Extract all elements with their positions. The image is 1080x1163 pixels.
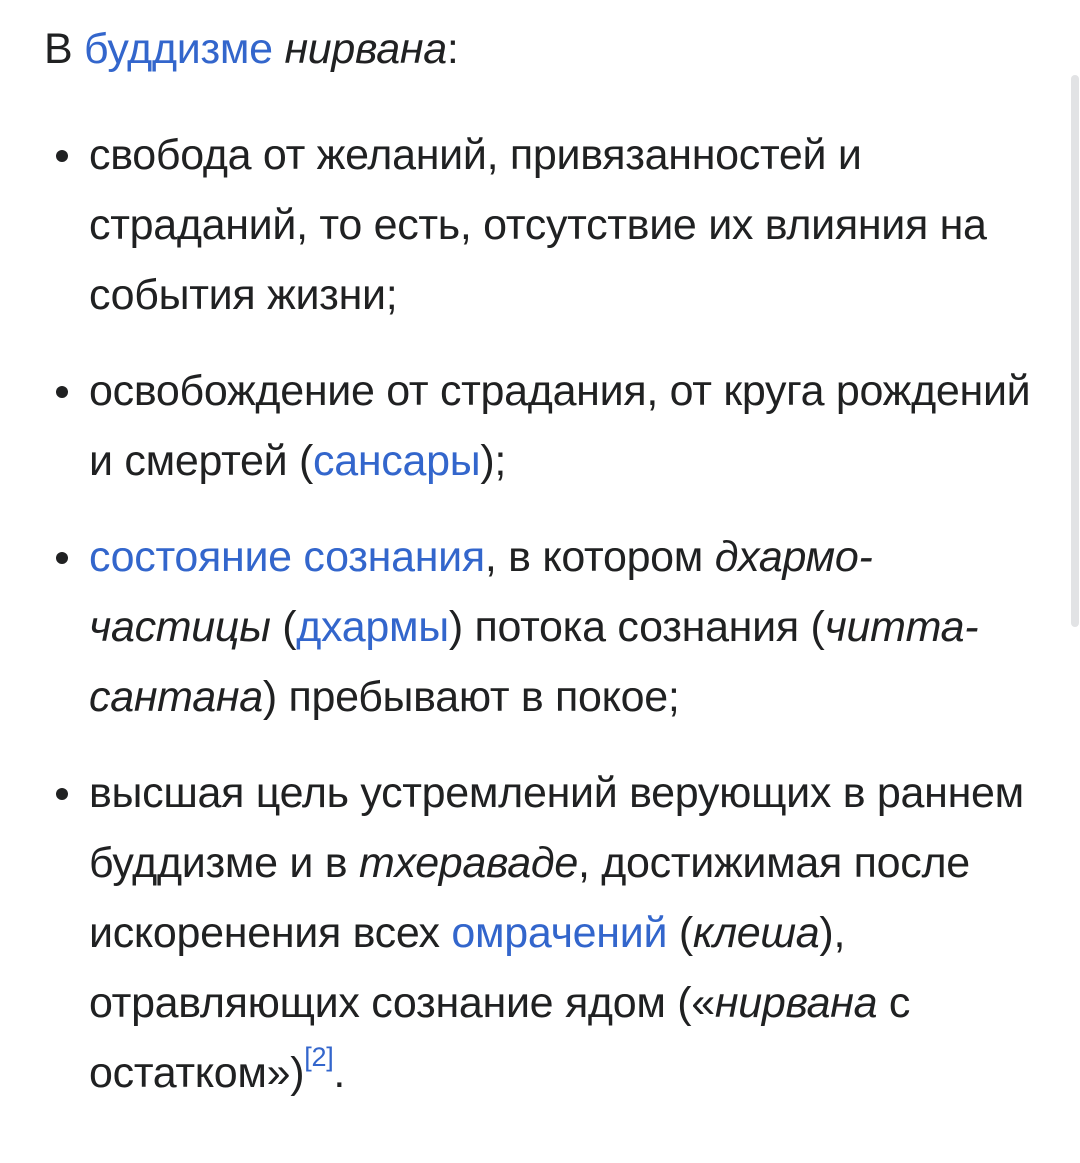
list-item (44, 522, 1044, 732)
item-text: свобода от желаний, привязанностей и страданий, то есть, отсутствие их влияния на события жизни; (89, 131, 987, 319)
term-nirvana: нирвана (284, 25, 447, 73)
item-text: ); (480, 437, 506, 485)
list-item (44, 758, 1044, 1108)
definition-list (44, 120, 1044, 1108)
item-text: ) пребывают в покое; (262, 673, 680, 721)
bullet-icon (56, 788, 68, 800)
list-item (44, 356, 1044, 496)
term-citta-santana: читта-сантана (89, 603, 979, 721)
link-samsara[interactable]: сансары (313, 437, 481, 485)
item-text: освобождение от страдания, от круга рождений и смертей ( (89, 367, 1031, 485)
term-klesha: клеша (692, 909, 820, 957)
item-text: , в котором (484, 533, 715, 581)
link-obscurations[interactable]: омрачений (451, 909, 668, 957)
link-state-of-consciousness[interactable]: состояние сознания (89, 533, 485, 581)
term-dharmo-particles: дхармо-частицы (89, 533, 873, 651)
term-theravada: тхераваде (358, 839, 578, 887)
bullet-icon (56, 386, 68, 398)
item-text: ( (270, 603, 297, 651)
link-dharmas[interactable]: дхармы (296, 603, 449, 651)
intro-line (44, 14, 1044, 84)
intro-prefix: В (44, 25, 85, 73)
list-item (44, 120, 1044, 330)
item-text: . (333, 1049, 346, 1097)
item-text: высшая цель устремлений верующих в раннем буддизме и в (89, 769, 1024, 887)
item-text: ), отравляющих сознание ядом (« (89, 909, 846, 1027)
link-buddhism[interactable]: буддизме (84, 25, 273, 73)
bullet-icon (56, 150, 68, 162)
item-text: , достижимая после искоренения всех (89, 839, 970, 957)
article-content (44, 14, 1044, 1134)
bullet-icon (56, 552, 68, 564)
intro-suffix: : (446, 25, 459, 73)
scrollbar-thumb[interactable] (1071, 75, 1079, 627)
term-nirvana-remainder: нирвана (714, 979, 878, 1027)
item-text: с остатком») (89, 979, 911, 1097)
item-text: ) потока сознания ( (448, 603, 825, 651)
item-text: ( (667, 909, 693, 957)
reference-link[interactable]: [2] (304, 1041, 334, 1072)
